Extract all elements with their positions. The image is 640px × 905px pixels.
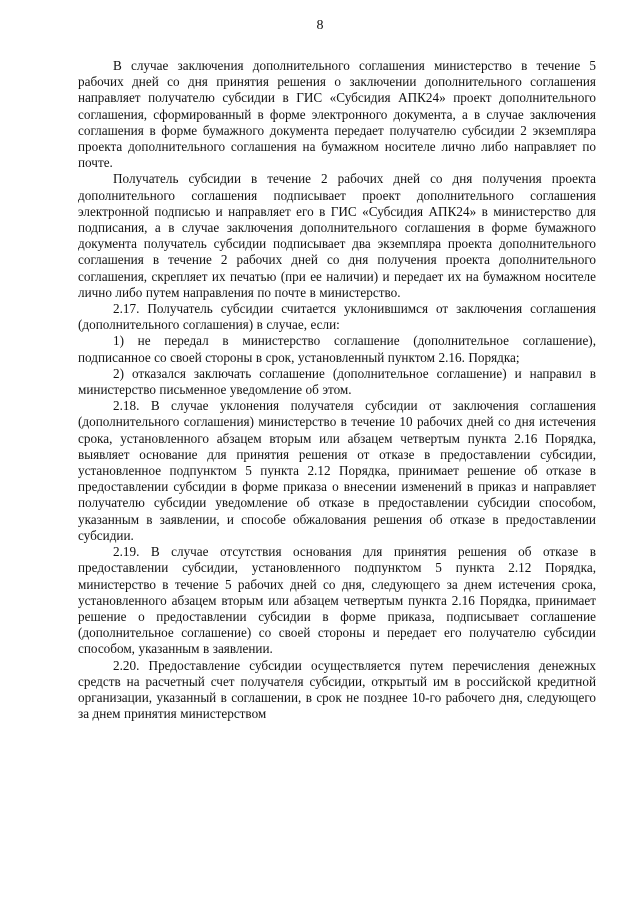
paragraph-2-19: 2.19. В случае отсутствия основания для принятия решения об отказе в предоставлении субсидии, установленного подпунктом 5 пункта 2.12 Порядка, министерство в течение 5 рабочих дней со дня, следующего за днем истечения срока, установленного абзацем вторым или абзацем четвертым пункта 2.16 Порядка, принимает решение о предоставлении субсидии в форме приказа, подписывает соглашение (дополнительное соглашение) со своей стороны и передает его получателю субсидии способом, указанным в заявлении. bbox=[78, 544, 596, 657]
paragraph-2-17-item-2: 2) отказался заключать соглашение (дополнительное соглашение) и направил в министерство письменное уведомление об этом. bbox=[78, 365, 596, 398]
paragraph-2-20: 2.20. Предоставление субсидии осуществляется путем перечисления денежных средств на расчетный счет получателя субсидии, открытый им в российской кредитной организации, указанный в соглашении, в срок не позднее 10-го рабочего дня, следующего за днем принятия министерством bbox=[78, 657, 596, 722]
page-number: 8 bbox=[316, 18, 324, 33]
paragraph-2-17: 2.17. Получатель субсидии считается уклонившимся от заключения соглашения (дополнительного соглашения) в случае, если: bbox=[78, 301, 596, 333]
paragraph-2-18: 2.18. В случае уклонения получателя субсидии от заключения соглашения (дополнительного соглашения) министерство в течение 10 рабочих дней со дня истечения срока, установленного абзацем вторым или абзацем четвертым пункта 2.16 Порядка, выявляет основание для принятия решения от отказе в предоставлении субсидии, установленное подпунктом 5 пункта 2.12 Порядка, принимает решение об отказе в предоставлении субсидии в форме приказа о внесении изменений в приказ и направляет получателю субсидии уведомление об отказе в предоставлении субсидии способом, указанным в заявлении, и способе обжалования решения об отказе в предоставлении субсидии. bbox=[78, 398, 596, 543]
paragraph-additional-agreement-sending: В случае заключения дополнительного соглашения министерство в течение 5 рабочих дней со дня принятия решения о заключении дополнительного соглашения направляет получателю субсидии в ГИС «Субсидия АПК24» проект дополнительного соглашения, сформированный в форме электронного документа, а в случае заключения соглашения в форме бумажного документа передает получателю субсидии 2 экземпляра проекта дополнительного соглашения на бумажном носителе лично либо направляет по почте. bbox=[78, 58, 596, 171]
document-body bbox=[78, 58, 596, 722]
paragraph-2-17-item-1: 1) не передал в министерство соглашение (дополнительное соглашение), подписанное со своей стороны в срок, установленный пунктом 2.16. Порядка; bbox=[78, 333, 596, 365]
paragraph-recipient-signing: Получатель субсидии в течение 2 рабочих дней со дня получения проекта дополнительного соглашения подписывает проект дополнительного соглашения электронной подписью и направляет его в ГИС «Субсидия АПК24» в министерство для подписания, а в случае заключения дополнительного соглашения в форме бумажного документа получатель субсидии подписывает два экземпляра проекта дополнительного соглашения в течение 2 рабочих дней со дня получения проекта дополнительного соглашения, скрепляет их печатью (при ее наличии) и передает их на бумажном носителе лично либо путем направления по почте в министерство. bbox=[78, 171, 596, 300]
